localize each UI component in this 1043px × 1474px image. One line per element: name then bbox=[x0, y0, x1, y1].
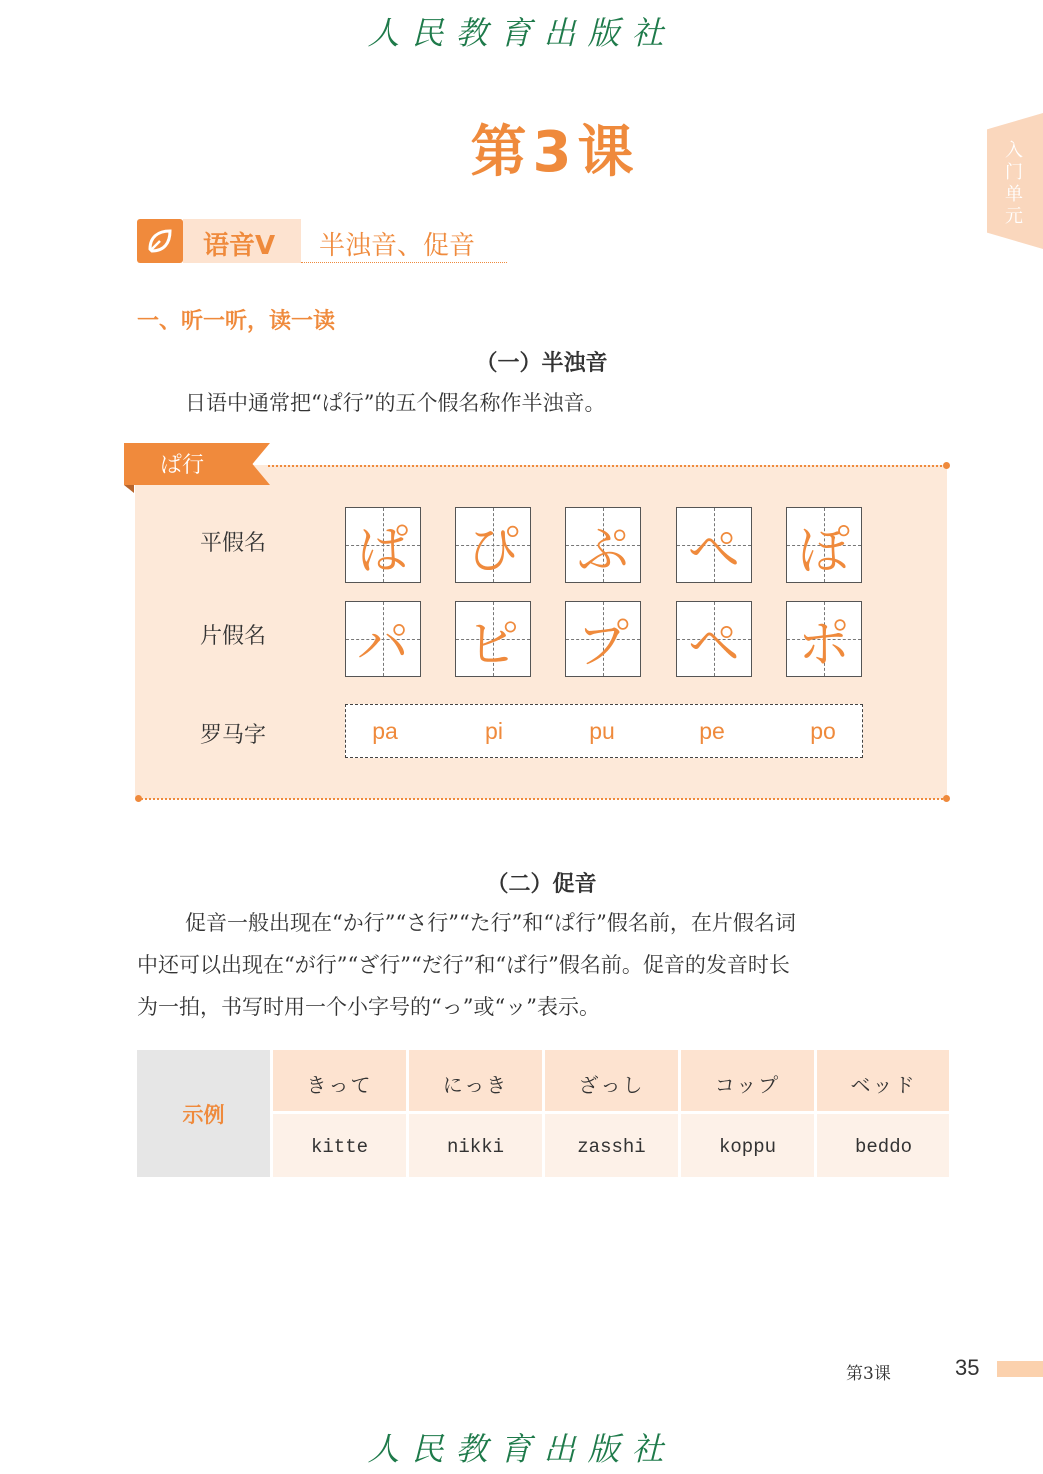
footer-accent-bar bbox=[997, 1361, 1043, 1377]
romaji-text: pe bbox=[699, 718, 725, 744]
leaf-icon bbox=[137, 219, 183, 263]
examples-label: 示例 bbox=[182, 1103, 225, 1127]
dot-marker bbox=[943, 795, 950, 802]
romaji-text: pa bbox=[372, 718, 398, 744]
katakana-card bbox=[345, 601, 421, 677]
katakana-row-label: 片假名 bbox=[200, 624, 267, 649]
romaji-text: pu bbox=[589, 718, 615, 744]
katakana-card bbox=[565, 601, 641, 677]
footer-lesson-label: 第3课 bbox=[846, 1364, 891, 1384]
katakana-card bbox=[786, 601, 862, 677]
publisher-header: 人民教育出版社 bbox=[367, 14, 676, 52]
romaji-row-label: 罗马字 bbox=[200, 723, 267, 748]
section-subtitle: 半浊音、促音 bbox=[319, 231, 476, 261]
kana-char: パ bbox=[356, 614, 409, 675]
example-romaji: beddo bbox=[854, 1136, 912, 1158]
kana-char: ポ bbox=[797, 614, 850, 675]
section-label: 语音Ⅴ bbox=[203, 231, 276, 261]
dot-marker bbox=[135, 795, 142, 802]
kana-char: ぽ bbox=[797, 520, 850, 581]
kana-char: ピ bbox=[466, 614, 519, 675]
section-header bbox=[137, 219, 507, 265]
dot-marker bbox=[943, 462, 950, 469]
handakuon-text: 日语中通常把“ぱ行”的五个假名称作半浊音。 bbox=[185, 391, 606, 415]
romaji-text: po bbox=[810, 718, 836, 744]
example-kana: ざっし bbox=[578, 1073, 645, 1097]
ribbon-fold bbox=[124, 485, 134, 493]
katakana-card bbox=[676, 601, 752, 677]
page-number: 35 bbox=[955, 1355, 980, 1380]
kana-char: ぱ bbox=[356, 520, 409, 581]
sokuon-text-line: 促音一般出现在“か行”“さ行”“た行”和“ぱ行”假名前，在片假名词 bbox=[185, 911, 796, 935]
publisher-footer: 人民教育出版社 bbox=[367, 1430, 676, 1468]
listen-read-heading: 一、听一听，读一读 bbox=[137, 309, 336, 334]
hiragana-card bbox=[565, 507, 641, 583]
example-kana: ベッド bbox=[850, 1073, 917, 1097]
sokuon-text-line: 为一拍，书写时用一个小字号的“っ”或“ッ”表示。 bbox=[137, 995, 600, 1019]
example-kana: きって bbox=[306, 1073, 373, 1097]
kana-char: ぴ bbox=[466, 520, 519, 581]
hiragana-card bbox=[676, 507, 752, 583]
panel-bottom-dotted-line bbox=[138, 798, 946, 800]
romaji-text: pi bbox=[485, 718, 503, 744]
hiragana-card bbox=[455, 507, 531, 583]
sokuon-text-line: 中还可以出现在“が行”“ざ行”“だ行”和“ば行”假名前。促音的发音时长 bbox=[137, 953, 790, 977]
lesson-title: 第3课 bbox=[470, 120, 640, 185]
example-kana: コップ bbox=[714, 1073, 781, 1097]
kana-char: ぷ bbox=[576, 520, 629, 581]
unit-side-tab-label: 入门单元 bbox=[1005, 140, 1023, 227]
section-underline bbox=[301, 262, 507, 263]
sokuon-heading: （二）促音 bbox=[486, 872, 597, 897]
example-kana: にっき bbox=[442, 1073, 509, 1097]
katakana-card bbox=[455, 601, 531, 677]
kana-char: ぺ bbox=[687, 520, 740, 581]
example-romaji: koppu bbox=[718, 1136, 776, 1158]
panel-top-dotted-line bbox=[268, 465, 946, 467]
hiragana-row-label: 平假名 bbox=[200, 531, 267, 556]
example-romaji: kitte bbox=[310, 1136, 368, 1158]
hiragana-card bbox=[345, 507, 421, 583]
hiragana-card bbox=[786, 507, 862, 583]
kana-char: プ bbox=[576, 614, 629, 675]
example-romaji: zasshi bbox=[577, 1136, 646, 1158]
handakuon-heading: （一）半浊音 bbox=[475, 351, 608, 376]
kana-char: ペ bbox=[687, 614, 740, 675]
pa-row-ribbon-label: ぱ行 bbox=[160, 453, 205, 478]
example-romaji: nikki bbox=[446, 1136, 504, 1158]
